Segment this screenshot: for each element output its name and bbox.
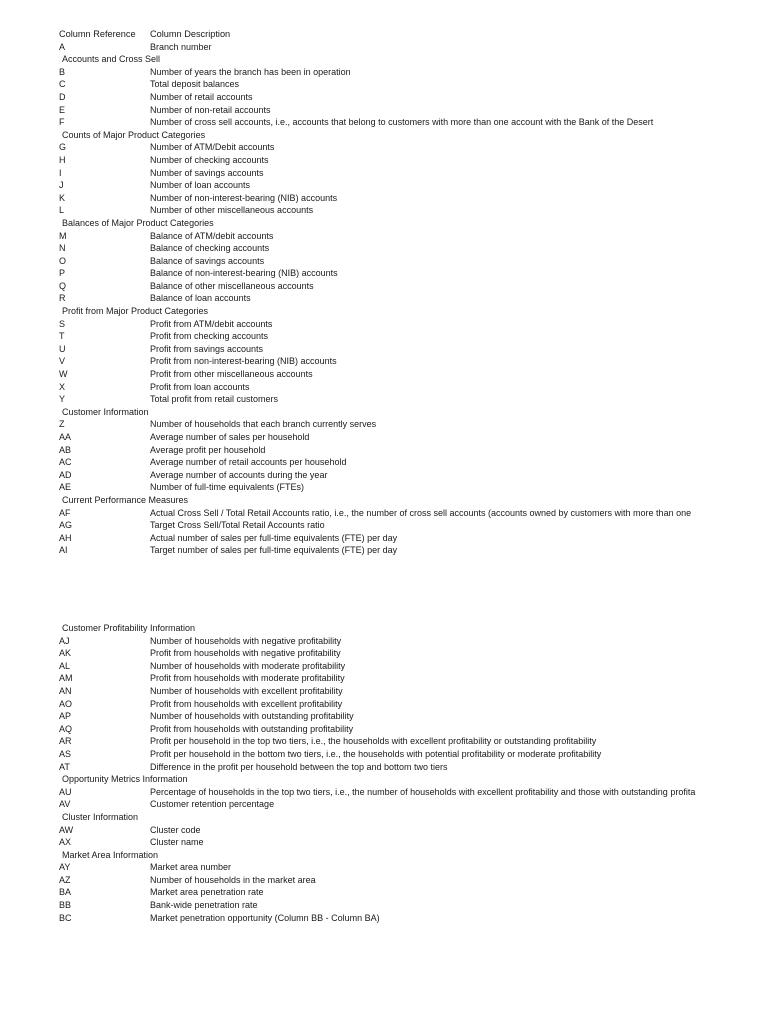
column-desc: Number of retail accounts — [150, 91, 253, 102]
column-reference-header: Column Reference — [59, 29, 136, 39]
table-row — [59, 242, 768, 255]
column-desc: Total deposit balances — [150, 79, 240, 90]
column-description-header: Column Description — [150, 29, 231, 39]
column-desc: Actual number of sales per full-time equivalents (FTE) per day — [150, 532, 398, 543]
table-row — [59, 91, 768, 104]
table-row — [59, 456, 768, 469]
table-row — [59, 141, 768, 154]
column-desc: Number of full-time equivalents (FTEs) — [150, 482, 305, 493]
column-ref: C — [59, 79, 66, 90]
column-desc: Market penetration opportunity (Column BB - Column BA) — [150, 912, 380, 923]
column-desc: Number of households with negative profitability — [150, 635, 342, 646]
table-row — [59, 255, 768, 268]
column-desc: Number of other miscellaneous accounts — [150, 205, 314, 216]
column-desc: Target number of sales per full-time equivalents (FTE) per day — [150, 545, 398, 556]
table-row — [59, 886, 768, 899]
column-ref: BB — [59, 900, 72, 911]
column-ref: AA — [59, 432, 72, 442]
bottom-groups — [59, 622, 768, 924]
column-ref: AE — [59, 482, 72, 493]
table-row — [59, 798, 768, 811]
table-row — [59, 204, 768, 217]
table-row — [59, 280, 768, 293]
column-ref: AK — [59, 648, 72, 659]
column-desc: Market area number — [150, 862, 232, 873]
column-ref: AG — [59, 520, 73, 531]
column-desc: Cluster name — [150, 837, 204, 848]
column-ref: BA — [59, 887, 72, 898]
column-ref: V — [59, 356, 66, 367]
column-ref: W — [59, 369, 68, 380]
column-ref: AQ — [59, 723, 73, 734]
table-row — [59, 66, 768, 79]
table-row — [59, 685, 768, 698]
column-ref: AO — [59, 698, 73, 709]
column-ref: H — [59, 154, 66, 165]
table-row — [59, 647, 768, 660]
top-groups — [59, 53, 768, 557]
column-desc: Branch number — [150, 41, 212, 52]
column-desc: Average number of retail accounts per household — [150, 457, 347, 468]
section-heading: Profit from Major Product Categories — [62, 306, 209, 317]
table-row — [59, 179, 768, 192]
column-ref: AW — [59, 824, 74, 835]
column-desc: Number of households with excellent profitability — [150, 685, 343, 696]
table-row — [59, 532, 768, 545]
section-heading: Opportunity Metrics Information — [62, 774, 188, 785]
table-row — [59, 836, 768, 849]
column-desc: Profit from savings accounts — [150, 343, 264, 354]
table-row — [59, 154, 768, 167]
column-desc: Balance of other miscellaneous accounts — [150, 280, 314, 291]
column-desc: Profit from households with excellent profitability — [150, 698, 343, 709]
column-desc: Profit from households with negative profitability — [150, 648, 341, 659]
column-desc: Number of households with outstanding profitability — [150, 711, 354, 722]
column-desc: Profit from other miscellaneous accounts — [150, 369, 313, 380]
column-ref: AS — [59, 748, 72, 759]
section-heading: Current Performance Measures — [62, 494, 189, 505]
column-desc: Number of households that each branch currently serves — [150, 419, 377, 430]
column-ref: BC — [59, 912, 72, 923]
table-row — [59, 660, 768, 673]
table-row — [59, 167, 768, 180]
column-desc: Number of non-retail accounts — [150, 104, 271, 115]
column-desc: Balance of checking accounts — [150, 243, 270, 254]
column-desc: Number of loan accounts — [150, 180, 251, 191]
column-ref: F — [59, 117, 65, 128]
table-row — [59, 698, 768, 711]
column-ref: AV — [59, 799, 71, 810]
column-desc: Profit from loan accounts — [150, 381, 250, 392]
column-desc: Cluster code — [150, 824, 201, 835]
column-desc: Percentage of households in the top two tiers, i.e., the number of households with excellent profitability and those with outstanding profita — [150, 786, 696, 797]
column-ref: AU — [59, 786, 72, 797]
column-desc: Profit from non-interest-bearing (NIB) accounts — [150, 356, 337, 367]
column-ref: R — [59, 293, 66, 304]
column-desc: Number of non-interest-bearing (NIB) accounts — [150, 192, 338, 203]
column-ref: AT — [59, 761, 70, 772]
column-ref: Y — [59, 394, 66, 405]
column-ref: N — [59, 243, 66, 254]
table-row — [59, 469, 768, 482]
table-row — [59, 481, 768, 494]
table-row — [59, 41, 768, 54]
column-ref: AR — [59, 736, 72, 747]
table-row — [59, 544, 768, 557]
table-row — [59, 874, 768, 887]
column-desc: Customer retention percentage — [150, 799, 275, 810]
column-ref: AL — [59, 660, 71, 671]
column-ref: AN — [59, 685, 72, 696]
table-row — [59, 899, 768, 912]
section-heading: Counts of Major Product Categories — [62, 129, 206, 140]
table-row — [59, 507, 768, 520]
column-ref: AZ — [59, 874, 71, 885]
section-heading: Balances of Major Product Categories — [62, 217, 214, 228]
column-desc: Balance of loan accounts — [150, 293, 251, 304]
column-ref: E — [59, 104, 66, 115]
column-ref: M — [59, 230, 67, 241]
column-ref: K — [59, 192, 66, 203]
table-row — [59, 104, 768, 117]
table-row — [59, 230, 768, 243]
section-heading: Customer Information — [62, 406, 149, 417]
bottom-table — [59, 622, 768, 924]
column-ref: A — [59, 41, 66, 52]
table-row — [59, 519, 768, 532]
column-desc: Average number of sales per household — [150, 432, 310, 442]
header-row — [59, 28, 768, 41]
column-ref: S — [59, 318, 66, 329]
column-desc: Profit from households with outstanding profitability — [150, 723, 354, 734]
column-desc: Number of households in the market area — [150, 874, 316, 885]
table-row — [59, 710, 768, 723]
table-row — [59, 786, 768, 799]
section-heading: Market Area Information — [62, 849, 159, 860]
column-ref: U — [59, 343, 66, 354]
table-row — [59, 318, 768, 331]
table-row — [59, 343, 768, 356]
column-desc: Average number of accounts during the year — [150, 469, 328, 480]
column-ref: P — [59, 268, 66, 279]
table-row — [59, 368, 768, 381]
column-desc: Number of savings accounts — [150, 167, 264, 178]
column-ref: AB — [59, 444, 72, 455]
column-ref: G — [59, 142, 67, 153]
section-heading: Customer Profitability Information — [62, 623, 196, 633]
column-desc: Balance of ATM/debit accounts — [150, 230, 274, 241]
column-ref: D — [59, 91, 66, 102]
column-ref: AC — [59, 457, 72, 468]
table-row — [59, 761, 768, 774]
table-row — [59, 912, 768, 925]
table-row — [59, 267, 768, 280]
top-table — [59, 28, 768, 557]
table-row — [59, 381, 768, 394]
column-ref: I — [59, 167, 62, 178]
column-desc: Balance of savings accounts — [150, 255, 265, 266]
column-desc: Total profit from retail customers — [150, 394, 279, 405]
table-row — [59, 355, 768, 368]
table-row — [59, 861, 768, 874]
column-desc: Profit per household in the top two tiers, i.e., the households with excellent profitability or outstanding profitability — [150, 736, 597, 747]
table-row — [59, 78, 768, 91]
column-desc: Profit per household in the bottom two tiers, i.e., the households with potential profitability or moderate profitability — [150, 748, 602, 759]
column-desc: Number of households with moderate profitability — [150, 660, 346, 671]
column-desc: Average profit per household — [150, 444, 266, 455]
column-ref: AI — [59, 545, 68, 556]
table-row — [59, 748, 768, 761]
column-ref: AY — [59, 862, 71, 873]
table-row — [59, 672, 768, 685]
section-heading: Cluster Information — [62, 811, 139, 822]
column-desc: Market area penetration rate — [150, 887, 264, 898]
column-desc: Actual Cross Sell / Total Retail Accounts ratio, i.e., the number of cross sell accounts (accounts owned by customers with more than one — [150, 507, 692, 518]
table-row — [59, 393, 768, 406]
column-desc: Number of years the branch has been in operation — [150, 66, 351, 77]
column-desc: Difference in the profit per household between the top and bottom two tiers — [150, 761, 448, 772]
column-desc: Profit from households with moderate profitability — [150, 673, 345, 684]
column-desc: Profit from ATM/debit accounts — [150, 318, 273, 329]
column-desc: Balance of non-interest-bearing (NIB) accounts — [150, 268, 338, 279]
column-ref: B — [59, 66, 66, 77]
column-desc: Target Cross Sell/Total Retail Accounts ratio — [150, 520, 325, 531]
column-ref: X — [59, 381, 66, 392]
column-ref: T — [59, 331, 65, 342]
column-ref: AD — [59, 469, 72, 480]
table-row — [59, 735, 768, 748]
table-row — [59, 192, 768, 205]
column-ref: AJ — [59, 635, 70, 646]
table-row — [59, 292, 768, 305]
column-ref: AX — [59, 837, 72, 848]
column-ref: AM — [59, 673, 73, 684]
table-row — [59, 635, 768, 648]
table-row — [59, 444, 768, 457]
column-desc: Number of checking accounts — [150, 154, 269, 165]
column-desc: Number of ATM/Debit accounts — [150, 142, 275, 153]
column-desc: Profit from checking accounts — [150, 331, 269, 342]
column-desc: Bank-wide penetration rate — [150, 900, 258, 911]
column-ref: AF — [59, 507, 71, 518]
column-ref: J — [59, 180, 64, 191]
section-heading: Accounts and Cross Sell — [62, 54, 161, 65]
column-ref: Z — [59, 419, 65, 430]
table-row — [59, 330, 768, 343]
table-row — [59, 431, 768, 444]
column-ref: AH — [59, 532, 72, 543]
table-row — [59, 824, 768, 837]
table-row — [59, 116, 768, 129]
table-row — [59, 418, 768, 431]
column-ref: L — [59, 205, 65, 216]
column-ref: Q — [59, 280, 67, 291]
column-desc: Number of cross sell accounts, i.e., accounts that belong to customers with more than one account with the Bank of the Desert — [150, 117, 654, 128]
column-ref: AP — [59, 711, 72, 722]
column-ref: O — [59, 255, 67, 266]
table-row — [59, 723, 768, 736]
